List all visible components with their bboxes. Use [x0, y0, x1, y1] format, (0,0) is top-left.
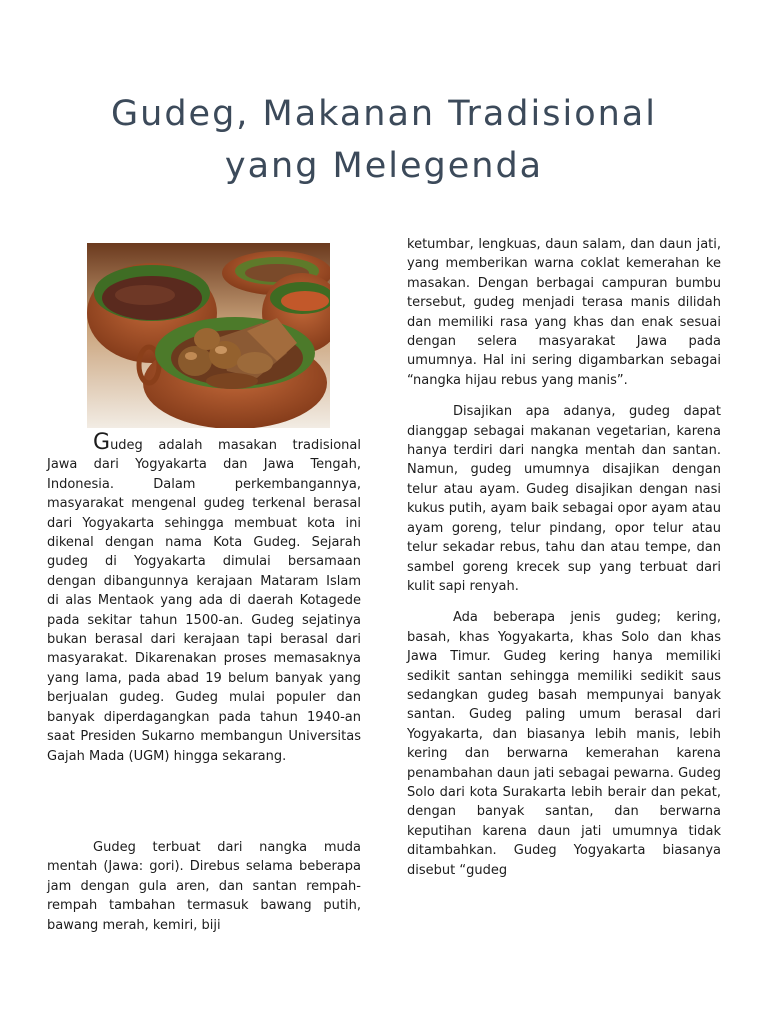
- left-column-top: [47, 430, 361, 766]
- paragraph-2: Gudeg terbuat dari nangka muda mentah (Jawa: gori). Direbus selama beberapa jam dengan gula aren, dan santan rempah-rempah tambahan termasuk bawang putih, bawang merah, kemiri, biji: [47, 840, 361, 933]
- title-line-1: Gudeg, Makanan Tradisional: [111, 94, 657, 134]
- article-title: [60, 88, 708, 192]
- gudeg-photo: [87, 243, 330, 428]
- title-line-2: yang Melegenda: [224, 146, 544, 186]
- paragraph-4: Ada beberapa jenis gudeg; kering, basah, khas Yogyakarta, khas Solo dan khas Jawa Timur. Gudeg kering hanya memiliki sedikit santan sehingga memiliki sedikit saus sedangkan gudeg basah mempunyai banyak santan. Gudeg paling umum berasal dari Yogyakarta, dan biasanya lebih manis, lebih kering dan berwarna kemerahan karena penambahan daun jati sebagai pewarna. Gudeg Solo dari kota Surakarta lebih berair dan pekat, dengan banyak santan, dan berwarna keputihan karena daun jati umumnya tidak ditambahkan. Gudeg Yogyakarta biasanya disebut “gudeg: [407, 610, 721, 878]
- paragraph-2-continued: ketumbar, lengkuas, daun salam, dan daun jati, yang memberikan warna coklat kemerahan ke masakan. Dengan berbagai campuran bumbu tersebut, gudeg menjadi terasa manis dilidah dan memiliki rasa yang khas dan enak sesuai dengan selera masyarakat Jawa pada umumnya. Hal ini sering digambarkan sebagai “nangka hijau rebus yang manis”.: [407, 237, 721, 388]
- paragraph-1: [47, 430, 361, 766]
- left-column-bottom: [47, 838, 361, 935]
- paragraph-1-text: udeg adalah masakan tradisional Jawa dari Yogyakarta dan Jawa Tengah, Indonesia. Dalam perkembangannya, masyarakat mengenal gudeg terkenal berasal dari Yogyakarta sehingga membuat kota ini dikenal dengan nama Kota Gudeg. Sejarah gudeg di Yogyakarta dimulai bersamaan dengan dibangunnya kerajaan Mataram Islam di alas Mentaok yang ada di daerah Kotagede pada sekitar tahun 1500-an. Gudeg sejatinya bukan berasal dari kerajaan tapi berasal dari masyarakat. Dikarenakan proses memasaknya yang lama, pada abad 19 belum banyak yang berjualan gudeg. Gudeg mulai populer dan banyak diperdagangkan pada tahun 1940-an saat Presiden Sukarno membangun Universitas Gajah Mada (UGM) hingga sekarang.: [47, 438, 361, 764]
- paragraph-3: Disajikan apa adanya, gudeg dapat dianggap sebagai makanan vegetarian, karena hanya terdiri dari nangka mentah dan santan. Namun, gudeg umumnya disajikan dengan telur atau ayam. Gudeg disajikan dengan nasi kukus putih, ayam baik sebagai opor ayam atau ayam goreng, telur pindang, opor telur atau telur sekadar rebus, tahu dan atau tempe, dan sambel goreng krecek sup yang terbuat dari kulit sapi renyah.: [407, 404, 721, 594]
- drop-cap: G: [93, 430, 111, 455]
- right-column: [407, 235, 721, 880]
